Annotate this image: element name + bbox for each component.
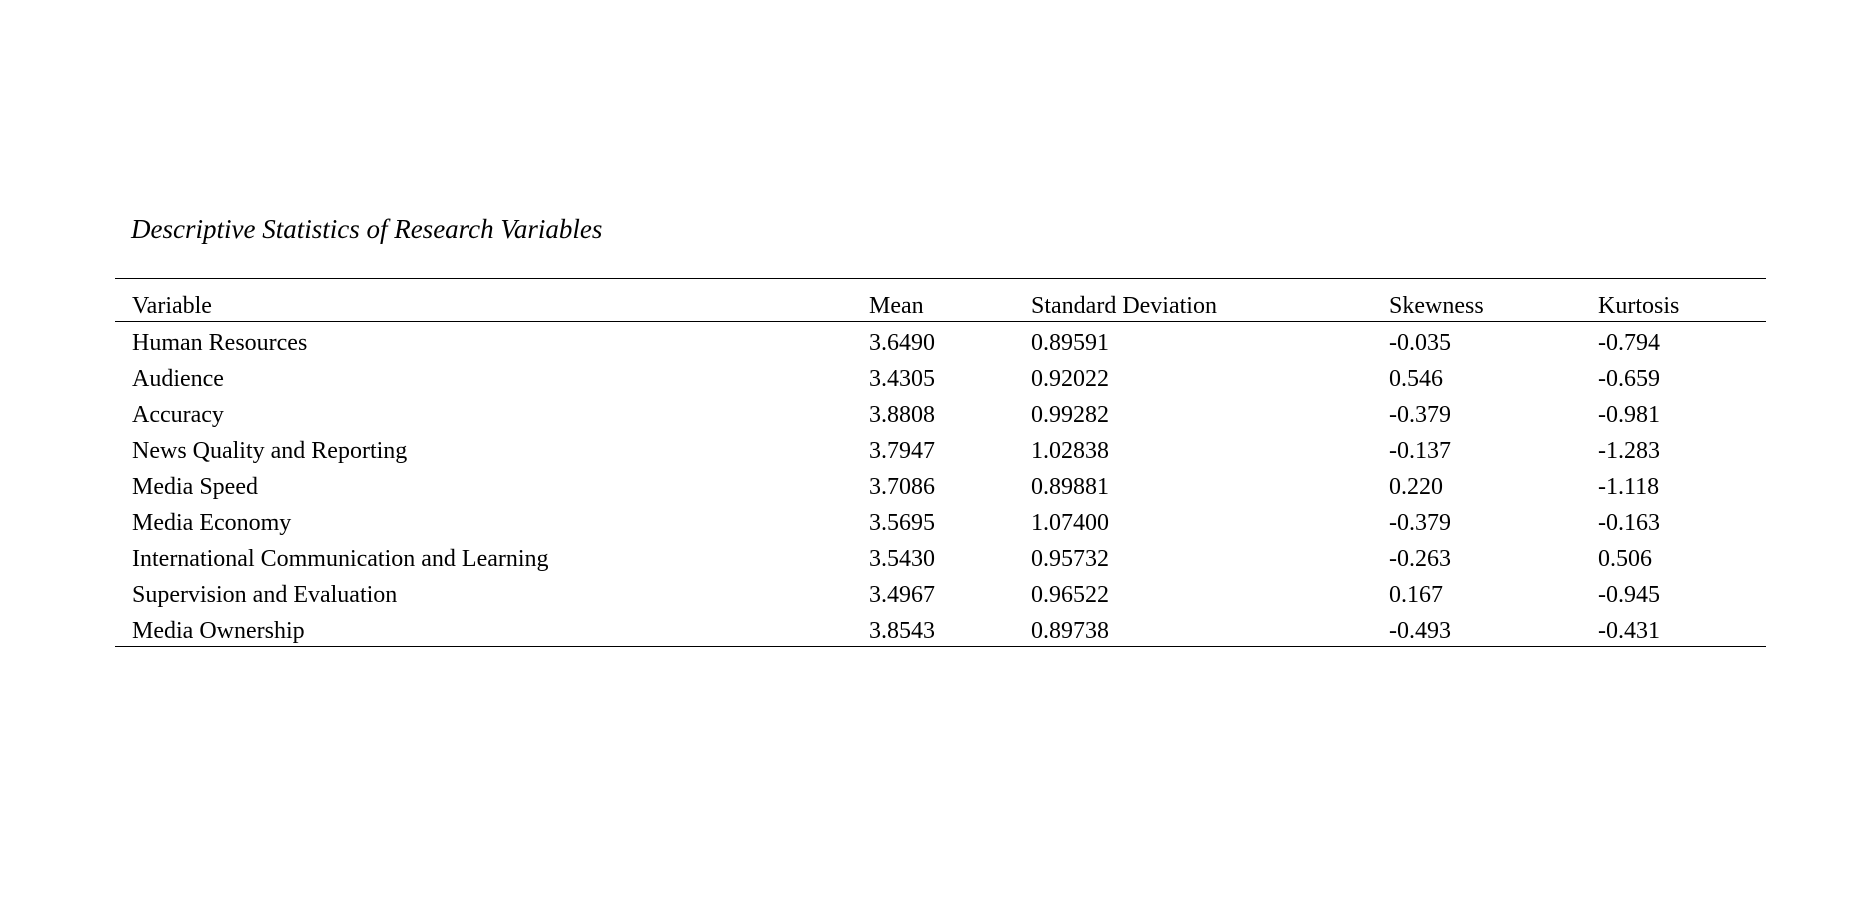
cell-mean: 3.5430 — [869, 546, 935, 572]
cell-variable: Media Economy — [132, 510, 292, 536]
descriptive-statistics-table — [115, 278, 1766, 647]
cell-sd: 0.96522 — [1031, 582, 1109, 608]
header-skewness: Skewness — [1389, 293, 1484, 319]
cell-skewness: 0.220 — [1389, 474, 1443, 500]
cell-variable: Human Resources — [132, 330, 308, 356]
table-row — [115, 394, 1766, 430]
cell-mean: 3.6490 — [869, 330, 935, 356]
cell-sd: 0.89591 — [1031, 330, 1109, 356]
cell-sd: 0.99282 — [1031, 402, 1109, 428]
table-caption: Descriptive Statistics of Research Variables — [131, 214, 603, 244]
header-row — [115, 279, 1766, 322]
cell-kurtosis: -0.945 — [1598, 582, 1660, 608]
table-row — [115, 322, 1766, 359]
cell-kurtosis: -1.283 — [1598, 438, 1660, 464]
cell-mean: 3.7086 — [869, 474, 935, 500]
cell-variable: Accuracy — [132, 402, 224, 428]
cell-kurtosis: -0.431 — [1598, 618, 1660, 644]
header-variable: Variable — [132, 293, 212, 319]
cell-sd: 0.92022 — [1031, 366, 1109, 392]
cell-variable: Media Ownership — [132, 618, 305, 644]
cell-sd: 0.95732 — [1031, 546, 1109, 572]
cell-sd: 1.07400 — [1031, 510, 1109, 536]
table-row — [115, 466, 1766, 502]
table-row — [115, 538, 1766, 574]
table-row — [115, 502, 1766, 538]
cell-sd: 0.89881 — [1031, 474, 1109, 500]
cell-variable: Audience — [132, 366, 224, 392]
cell-mean: 3.4305 — [869, 366, 935, 392]
cell-kurtosis: -0.794 — [1598, 330, 1660, 356]
cell-skewness: -0.379 — [1389, 510, 1451, 536]
cell-mean: 3.8543 — [869, 618, 935, 644]
cell-skewness: -0.493 — [1389, 618, 1451, 644]
cell-skewness: -0.263 — [1389, 546, 1451, 572]
table-header — [115, 279, 1766, 322]
cell-kurtosis: 0.506 — [1598, 546, 1652, 572]
cell-sd: 0.89738 — [1031, 618, 1109, 644]
cell-skewness: -0.379 — [1389, 402, 1451, 428]
cell-skewness: -0.137 — [1389, 438, 1451, 464]
table-row — [115, 574, 1766, 610]
cell-variable: Media Speed — [132, 474, 258, 500]
table-body — [115, 322, 1766, 647]
cell-mean: 3.4967 — [869, 582, 935, 608]
cell-kurtosis: -1.118 — [1598, 474, 1660, 500]
cell-kurtosis: -0.163 — [1598, 510, 1660, 536]
cell-skewness: 0.167 — [1389, 582, 1443, 608]
cell-skewness: 0.546 — [1389, 366, 1443, 392]
cell-variable: International Communication and Learning — [132, 546, 549, 572]
cell-mean: 3.8808 — [869, 402, 935, 428]
cell-kurtosis: -0.659 — [1598, 366, 1660, 392]
cell-mean: 3.7947 — [869, 438, 935, 464]
header-standard-deviation: Standard Deviation — [1031, 293, 1217, 319]
cell-mean: 3.5695 — [869, 510, 935, 536]
table-row — [115, 610, 1766, 647]
cell-kurtosis: -0.981 — [1598, 402, 1660, 428]
table-row — [115, 430, 1766, 466]
cell-variable: Supervision and Evaluation — [132, 582, 398, 608]
table-row — [115, 358, 1766, 394]
cell-sd: 1.02838 — [1031, 438, 1109, 464]
cell-skewness: -0.035 — [1389, 330, 1451, 356]
header-mean: Mean — [869, 293, 924, 319]
header-kurtosis: Kurtosis — [1598, 293, 1680, 319]
cell-variable: News Quality and Reporting — [132, 438, 408, 464]
